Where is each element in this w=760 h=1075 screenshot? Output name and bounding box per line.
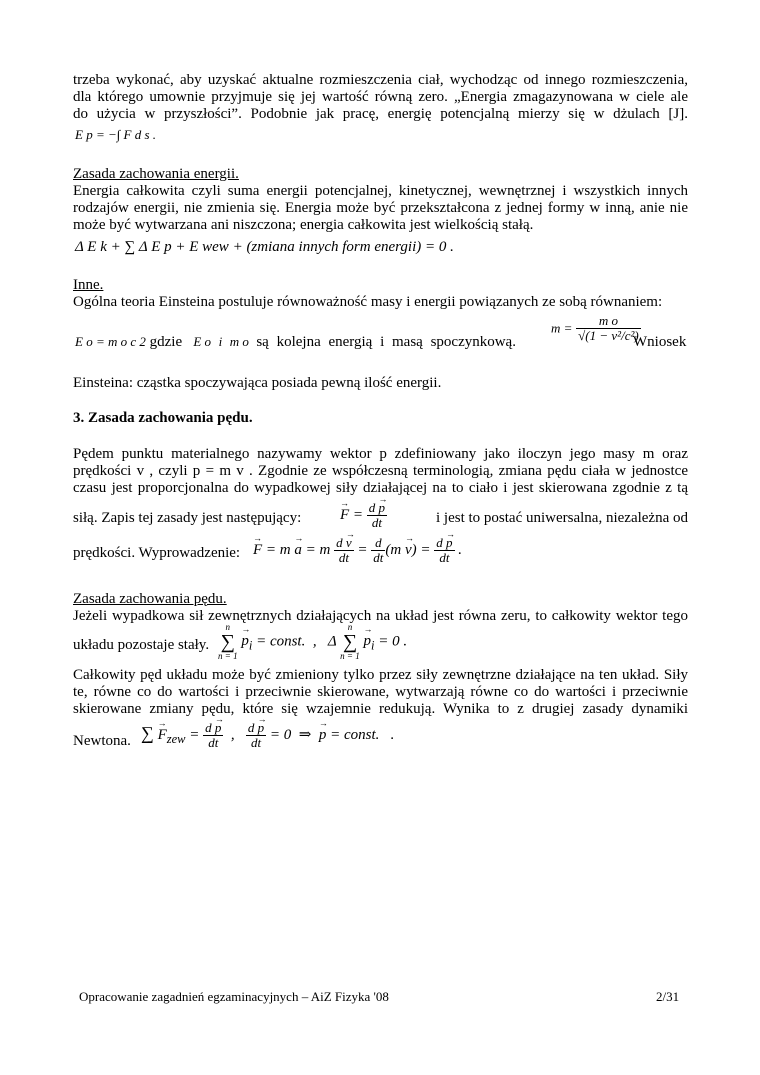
- mass-fraction: [576, 314, 641, 343]
- section-heading: 3. Zasada zachowania pędu.: [73, 410, 253, 426]
- rest-energy-formula: E o = m o c 2: [75, 334, 146, 349]
- momentum-definition-paragraph: [73, 446, 688, 497]
- text-line: skierowane zmiany pędu, które się wzajemnie redukują. Wynika to z drugiej zasady dynamiki: [73, 701, 688, 717]
- newton-formula: ∑ → $F_{zew}$ = $\frac{d \to p}{dt}$ , $\frac{d \to p}{dt}$ = 0 ⇒ → p = const. .: [141, 721, 394, 750]
- momentum-sum-formula: n ∑ $n = 1 \to p_i$ = const. , Δ n ∑ $n = 1 \to p_i = 0$ .: [218, 623, 407, 661]
- force-law-formula: → F = $\frac{d \to p}{dt}$: [340, 501, 387, 530]
- einstein-line: [75, 334, 516, 351]
- symbol-i: i: [218, 334, 223, 349]
- derivation-formula: → F = m → a = m $\frac{d \to v}{dt}$ = $\frac{d}{dt}$ (m → v) = $\frac{d \to p}{dt}$ .: [253, 536, 462, 565]
- page-number: 2/31: [656, 989, 680, 1004]
- text-kolejna: są kolejna energią i masą spoczynkową.: [256, 334, 516, 350]
- symbol-m0: m o: [229, 334, 249, 349]
- text-line: i jest to postać uniwersalna, niezależna od: [436, 510, 688, 526]
- text-line: rodzajów energii, nie zmienia się. Energia może być przekształcona z jednej formy w inną, anie nie: [73, 200, 688, 216]
- einstein-conclusion: [73, 375, 688, 392]
- momentum-conservation-section: [73, 591, 688, 625]
- text-line: Pędem punktu materialnego nazywamy wektor p zdefiniowany jako iloczyn jego masy m oraz: [73, 446, 688, 462]
- mass-denominator: √(1 − v²/c²): [578, 328, 639, 343]
- momentum-const-label: układu pozostaje stały.: [73, 637, 210, 653]
- mass-lhs: m =: [551, 320, 573, 336]
- energy-conservation-section: [73, 166, 688, 234]
- text-line: trzeba wykonać, aby uzyskać aktualne rozmieszczenia ciał, wychodząc od innego rozmieszczenia,: [73, 72, 688, 88]
- text-line: te, równe co do wartości i przeciwnie skierowane, wytwarzają równe co do wartości i przeciwnie: [73, 684, 688, 700]
- text-line: Całkowity pęd układu może być zmieniony tylko przez siły zewnętrzne działające na ten układ. Siły: [73, 667, 688, 683]
- derivation-label: prędkości. Wyprowadzenie:: [73, 545, 241, 561]
- footer-title: Opracowanie zagadnień egzaminacyjnych – AiZ Fizyka '08: [79, 989, 389, 1004]
- section-title: Zasada zachowania pędu.: [73, 591, 227, 607]
- symbol-e0: E o: [193, 334, 212, 349]
- text-line: czasu jest proporcjonalna do wypadkowej siły działającej na to ciało i jest skierowana zgodnie z tą: [73, 480, 688, 496]
- text-line: Ogólna teoria Einsteina postuluje równoważność masy i energii powiązanych ze sobą równaniem:: [73, 294, 663, 310]
- text-line: Energia całkowita czyli suma energii potencjalnej, kinetycznej, wewnętrznej i wszystkich innych: [73, 183, 688, 199]
- text-line: do użycia w przyszłości”. Podobnie jak pracę, energię potencjalną mierzy się w dżulach [J].: [73, 106, 688, 122]
- text-line: może być wytwarzana ani niszczona; energia całkowita jest wielkością stałą.: [73, 217, 534, 233]
- text-line: prędkości v , czyli p = m v . Zgodnie ze współczesną terminologią, zmiana pędu ciała w jednostce: [73, 463, 688, 479]
- force-law-line: [73, 510, 301, 527]
- relativistic-mass-formula: [551, 314, 641, 343]
- potential-energy-formula: E p = −∫ F d s .: [75, 127, 157, 142]
- text-line: siłą. Zapis tej zasady jest następujący:: [73, 510, 302, 526]
- section-title: Zasada zachowania energii.: [73, 166, 239, 182]
- momentum-explanation-paragraph: [73, 667, 688, 718]
- energy-intro-paragraph: [73, 72, 688, 123]
- section-title: Inne.: [73, 277, 104, 293]
- energy-conservation-formula: Δ E k + ∑ Δ E p + E wew + (zmiana innych form energii) = 0 .: [75, 239, 454, 255]
- text-line: Einsteina: cząstka spoczywająca posiada pewną ilość energii.: [73, 375, 442, 391]
- text-line: dla którego umownie przyjmuje się jej wartość równą zero. „Energia zmagazynowana w ciele ale: [73, 89, 688, 105]
- text-line: Jeżeli wypadkowa sił zewnętrznych działających na układ jest równa zeru, to całkowity wektor tego: [73, 608, 688, 624]
- text-wniosek: Wniosek: [633, 334, 687, 350]
- newton-label: Newtona.: [73, 733, 131, 749]
- mass-numerator: m o: [576, 314, 641, 329]
- text-gdzie: gdzie: [149, 334, 183, 350]
- other-section: [73, 277, 688, 311]
